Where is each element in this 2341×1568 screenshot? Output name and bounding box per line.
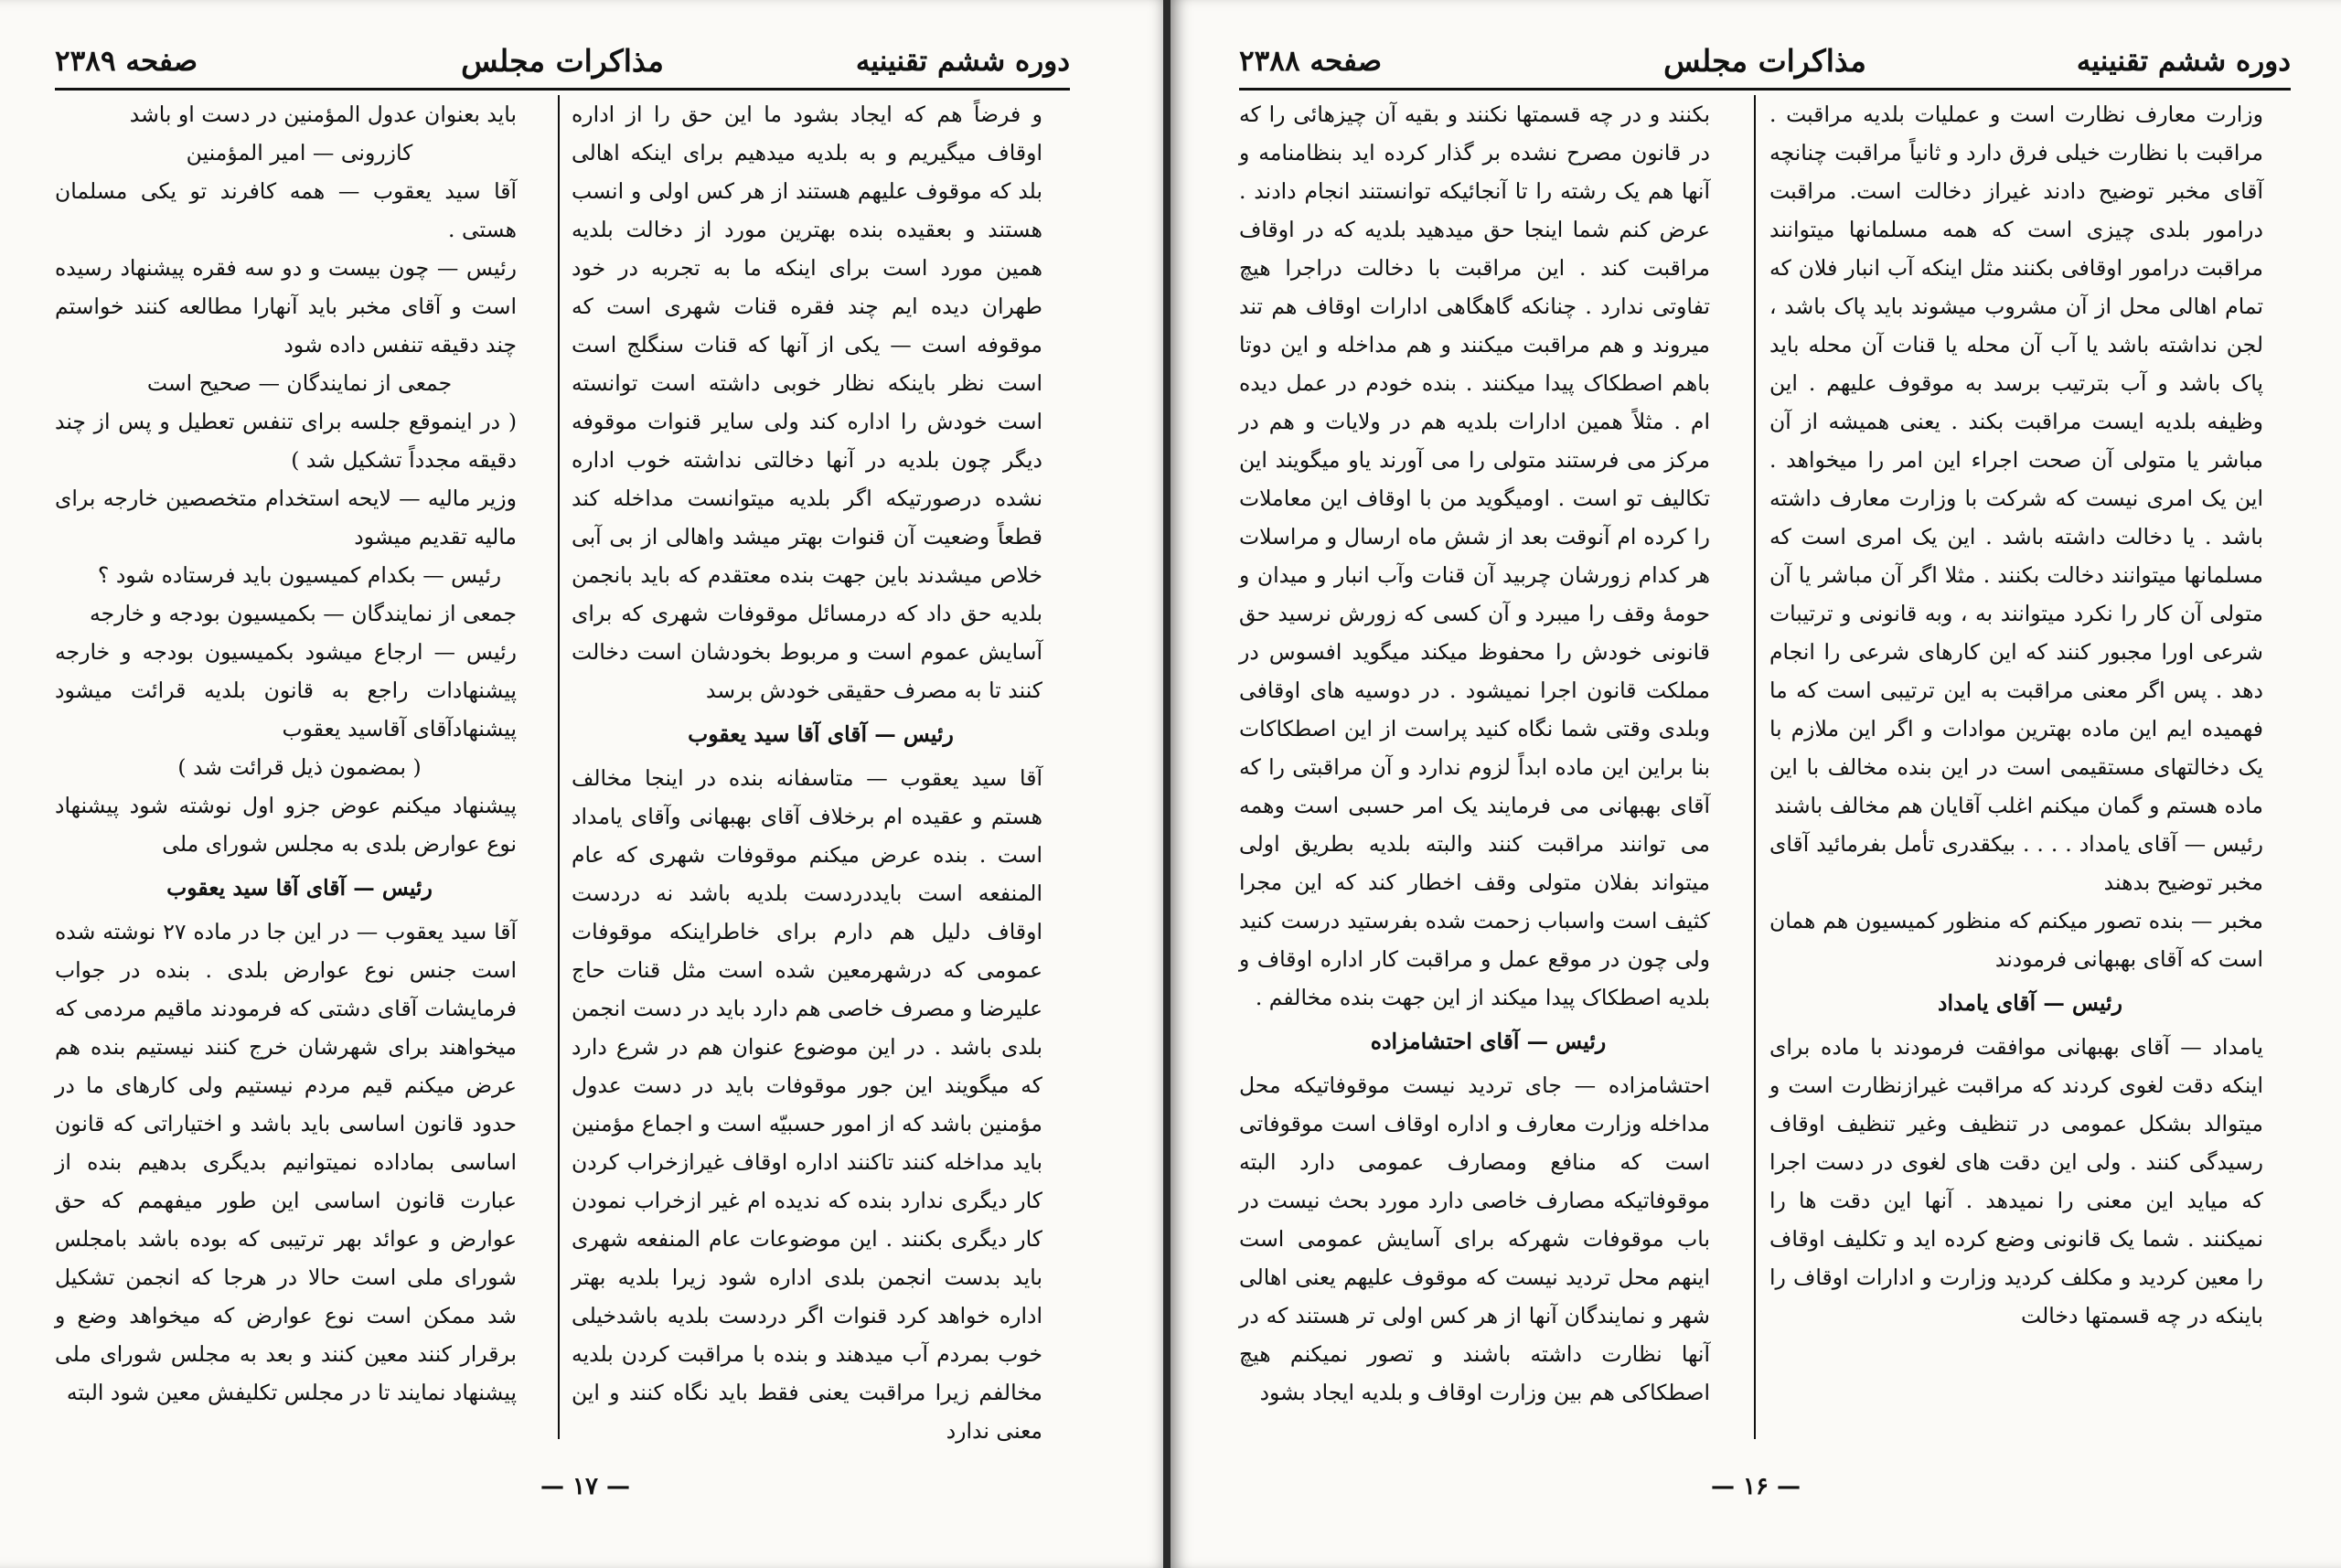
paragraph: پیشنهاد میکنم عوض جزو اول نوشته شود پیشنهاد نوع عوارض بلدی به مجلس شورای ملی [55, 793, 517, 857]
paragraph: وزارت معارف نظارت است و عملیات بلدیه مراقبت . مراقبت با نظارت خیلی فرق دارد و ثانیاً مراقبت چنانچه آقای مخبر توضیح دادند غیراز دخالت است. مراقبت درامور بلدی چیزی است که همه مسلمانها میتوانند مراقبت درامور اوقافی بکنند مثل اینکه آب انبار فلان که تمام اهالی محل از آن مشروب میشوند باید پاک باشد ، لجن نداشته باشد یا آب آن محله یا قنات آن محله باید پاک باشد و آب بترتیب برسد به موقوف علیهم . این وظیفه بلدیه ایست مراقبت بکند . یعنی همیشه از آن مباشر یا متولی آن صحت اجراء این امر را میخواهد . این یک امری نیست که شرکت با وزارت معارف داشته باشد . یا دخالت داشته باشد . این یک امری است که مسلمانها میتوانند دخالت بکنند . مثلا اگر آن مباشر یا آن متولی آن کار را نکرد میتوانند به ، وبه قانونی و ترتیبات شرعی اورا مجبور کنند که این کارهای شرعی را انجام دهد . پس اگر معنی مراقبت به این ترتیبی است که ما فهمیده ایم این ماده بهترین موادات و اگر این ملازم با یک دخالتهای مستقیمی است در این بنده مخالف با این ماده هستم و گمان میکنم اغلب آقایان هم مخالف باشند [1769, 101, 2263, 818]
page-footer: — ۱۷ — [540, 1473, 631, 1500]
speaker-line: رئیس — آقای احتشامزاده [1370, 1029, 1607, 1054]
page-header [55, 35, 1070, 88]
column-right [572, 95, 1070, 1448]
column-divider [558, 95, 560, 1439]
column-left [1239, 95, 1737, 1448]
session-label: دوره ششم تقنینیه [2076, 45, 2291, 78]
interjection: جمعی از نمایندگان — صحیح است [146, 370, 453, 396]
paragraph: آقا سید یعقوب — همه کافرند تو یکی مسلمان هستی . [55, 178, 517, 242]
left-page [0, 0, 1170, 1568]
session-label: دوره ششم تقنینیه [855, 45, 1070, 78]
interjection: کازرونی — امیر المؤمنین [186, 140, 413, 165]
paragraph: رئیس — ارجاع میشود بکمیسیون بودجه و خارجه پیشنهادات راجع به قانون بلدیه قرائت میشود پیشنهادآقای آقاسید یعقوب [55, 639, 517, 741]
paragraph: احتشامزاده — جای تردید نیست موقوفاتیکه محل مداخله وزارت معارف و اداره اوقاف است موقوفاتی است که منافع ومصارف عمومی دارد البته موقوفاتیکه مصارف خاصی دارد مورد بحث نیست در باب موقوفات شهرکه برای آسایش عمومی است اینهم محل تردید نیست که موقوف علیهم یعنی اهالی شهر و نمایندگان آنها از هر کس اولی تر هستند که در آنها نظارت داشته باشند و تصور نمیکنم هیچ اصطکاکی هم بین وزارت اوقاف و بلدیه ایجاد بشود [1239, 1072, 1710, 1405]
paragraph: باید بعنوان عدول المؤمنین در دست او باشد [129, 101, 517, 127]
page-header [1239, 35, 2291, 88]
paragraph: بکنند و در چه قسمتها نکنند و بقیه آن چیزهائی را که در قانون مصرح نشده بر گذار کرده اید بنظامنامه و آنها هم یک رشته را تا آنجائیکه توانستند انجام دادند . عرض کنم شما اینجا حق میدهید بلدیه که در اوقاف مراقبت کند . این مراقبت با دخالت دراجرا هیچ تفاوتی ندارد . چنانکه گاهگاهی ادارات اوقاف هم تند میروند و هم مراقبت میکنند و هم مداخله و این دوتا باهم اصطکاک پیدا میکنند . بنده خودم در عمل دیده ام . مثلاً همین ادارات بلدیه هم در ولایات و هم در مرکز می فرستند متولی را می آورند یاو میگویند این تکالیف تو است . اومیگوید من با اوقاف این معاملات را کرده ام آنوقت بعد از شش ماه ارسال و مراسلات هر کدام زورشان چربید آن قنات وآب انبار و میدان و حومهٔ وقف را میبرد و آن کسی که زورش نرسید حق قانونی خودش را محفوظ میکند میگوید افسوس در مملکت قانون اجرا نمیشود . در دوسیه های اوقافی وبلدی وقتی شما نگاه کنید پراست از این اصطکاکات بنا براین این ماده ابداً لزوم ندارد و آن مراقبتی را که آقای بهبهانی می فرمایند یک امر حسبی است وهمه می توانند مراقبت کنند والبته بلدیه بطریق اولی میتواند بفلان متولی وقف اخطار کند که این مجرا کثیف است واسباب زحمت شده بفرستید درست کنید ولی چون در موقع عمل و مراقبت کار اداره اوقاف و بلدیه اصطکاک پیدا میکند از این جهت بنده مخالفم . [1239, 101, 1710, 1010]
header-title: مذاکرات مجلس [461, 43, 664, 79]
speaker-line: رئیس — بکدام کمیسیون باید فرستاده شود ؟ [97, 562, 502, 588]
paragraph: مخبر — بنده تصور میکنم که منظور کمیسیون هم همان است که آقای بهبهانی فرمودند [1769, 908, 2263, 972]
page-number-label: صفحه ۲۳۸۹ [55, 45, 198, 78]
paragraph: ( در اینموقع جلسه برای تنفس تعطیل و پس از چند دقیقه مجدداً تشکیل شد ) [55, 409, 517, 473]
column-left [55, 95, 544, 1448]
speaker-line: رئیس — آقای آقا سید یعقوب [688, 721, 954, 747]
column-divider [1754, 95, 1756, 1439]
header-title: مذاکرات مجلس [1663, 43, 1866, 79]
paragraph: آقا سید یعقوب — متاسفانه بنده در اینجا مخالف هستم و عقیده ام برخلاف آقای بهبهانی وآقای یامداد است . بنده عرض میکنم موقوفات شهری که عام المنفعه است بایددردست بلدیه باشد نه دردست اوقاف دلیل هم دارم برای خاطراینکه موقوفات عمومی که درشهرمعین شده است مثل قنات حاج علیرضا و مصرف خاصی هم دارد باید در دست انجمن بلدی باشد . در این موضوع عنوان هم در شرع دارد که میگویند این جور موقوفات باید در دست عدول مؤمنین باشد که از امور حسبیّه است و اجماع مؤمنین باید مداخله کنند تاکنند اداره اوقاف غیرازخراب کردن کار دیگری ندارد بنده که ندیده ام غیر ازخراب نمودن کار دیگری بکنند . این موضوعات عام المنفعه شهری باید بدست انجمن بلدی اداره شود زیرا بلدیه بهتر اداره خواهد کرد قنوات اگر دردست بلدیه باشدخیلی خوب بمردم آب میدهند و بنده با مراقبت کردن بلدیه مخالفم زیرا مراقبت یعنی فقط باید نگاه کنند و این معنی ندارد [572, 765, 1042, 1444]
paragraph: رئیس — چون بیست و دو سه فقره پیشنهاد رسیده است و آقای مخبر باید آنهارا مطالعه کنند خواستم چند دقیقه تنفس داده شود [55, 255, 517, 357]
page-number-label: صفحه ۲۳۸۸ [1239, 45, 1383, 78]
column-right [1769, 95, 2291, 1448]
paragraph: رئیس — آقای یامداد . . . . بیکقدری تأمل بفرمائید آقای مخبر توضیح بدهند [1769, 831, 2263, 895]
speaker-line: رئیس — آقای آقا سید یعقوب [166, 875, 433, 901]
paragraph: ( بمضمون ذیل قرائت شد ) [177, 754, 422, 780]
paragraph: آقا سید یعقوب — در این جا در ماده ۲۷ نوشته شده است جنس نوع عوارض بلدی . بنده در جواب فرمایشات آقای دشتی که فرمودند ماقیم مردمی که میخواهند برای شهرشان خرج کنند نیستیم بنده هم عرض میکنم قیم مردم نیستیم ولی کارهای ما در حدود قانون اساسی باید باشد و اختیاراتی که قانون اساسی بماداده نمیتوانیم بدیگری بدهیم بنده از عبارت قانون اساسی این طور میفهمم که حق عوارض و عوائد بهر ترتیبی که بوده باشد بامجلس شورای ملی است حالا در هرجا که انجمن تشکیل شد ممکن است نوع عوارض که میخواهد وضع و برقرار کنند معین کنند و بعد به مجلس شورای ملی پیشنهاد نمایند تا در مجلس تکلیفش معین شود البته [55, 919, 517, 1405]
header-rule [55, 88, 1070, 91]
paragraph: یامداد — آقای بهبهانی موافقت فرمودند با ماده برای اینکه دقت لغوی کردند که مراقبت غیرازنظارت است و میتوالد بشکل عمومی در تنظیف وغیر تنظیف اوقاف رسیدگی کنند . ولی این دقت های لغوی در دست اجرا که میاید این معنی را نمیدهد . آنها این دقت ها را نمیکنند . شما یک قانونی وضع کرده اید و تکلیف اوقاف را معین کردید و مکلف کردید وزارت و ادارات اوقاف را باینکه در چه قسمتها دخالت [1769, 1034, 2263, 1328]
header-rule [1239, 88, 2291, 91]
paragraph: و فرضاً هم که ایجاد بشود ما این حق را از اداره اوقاف میگیریم و به بلدیه میدهیم برای اینکه اهالی بلد که موقوف علیهم هستند از هر کس اولی و انسب هستند و بعقیده بنده بهترین مورد از دخالت بلدیه همین مورد است برای اینکه ما به تجربه در خود طهران دیده ایم چند فقره قنات شهری است که موقوفه است — یکی از آنها که قنات سنگلج است است نظر باینکه نظار خوبی داشته است توانسته است خودش را اداره کند ولی سایر قنوات موقوفه دیگر چون بلدیه در آنها دخالتی نداشته خوب اداره نشده درصورتیکه اگر بلدیه میتوانست مداخله کند قطعاً وضعیت آن قنوات بهتر میشد واهالی از بی آبی خلاص میشدند باین جهت بنده معتقدم که باید بانجمن بلدیه حق داد که درمسائل موقوفات شهری که برای آسایش عموم است و مربوط بخودشان است دخالت کنند تا به مصرف حقیقی خودش برسد [572, 101, 1042, 703]
paragraph: جمعی از نمایندگان — بکمیسیون بودجه و خارجه [90, 601, 517, 626]
page-footer: — ۱۶ — [1710, 1473, 1801, 1500]
right-page [1170, 0, 2341, 1568]
speaker-line: رئیس — آقای یامداد [1938, 990, 2122, 1016]
paragraph: وزیر مالیه — لایحه استخدام متخصصین خارجه برای مالیه تقدیم میشود [55, 485, 517, 549]
